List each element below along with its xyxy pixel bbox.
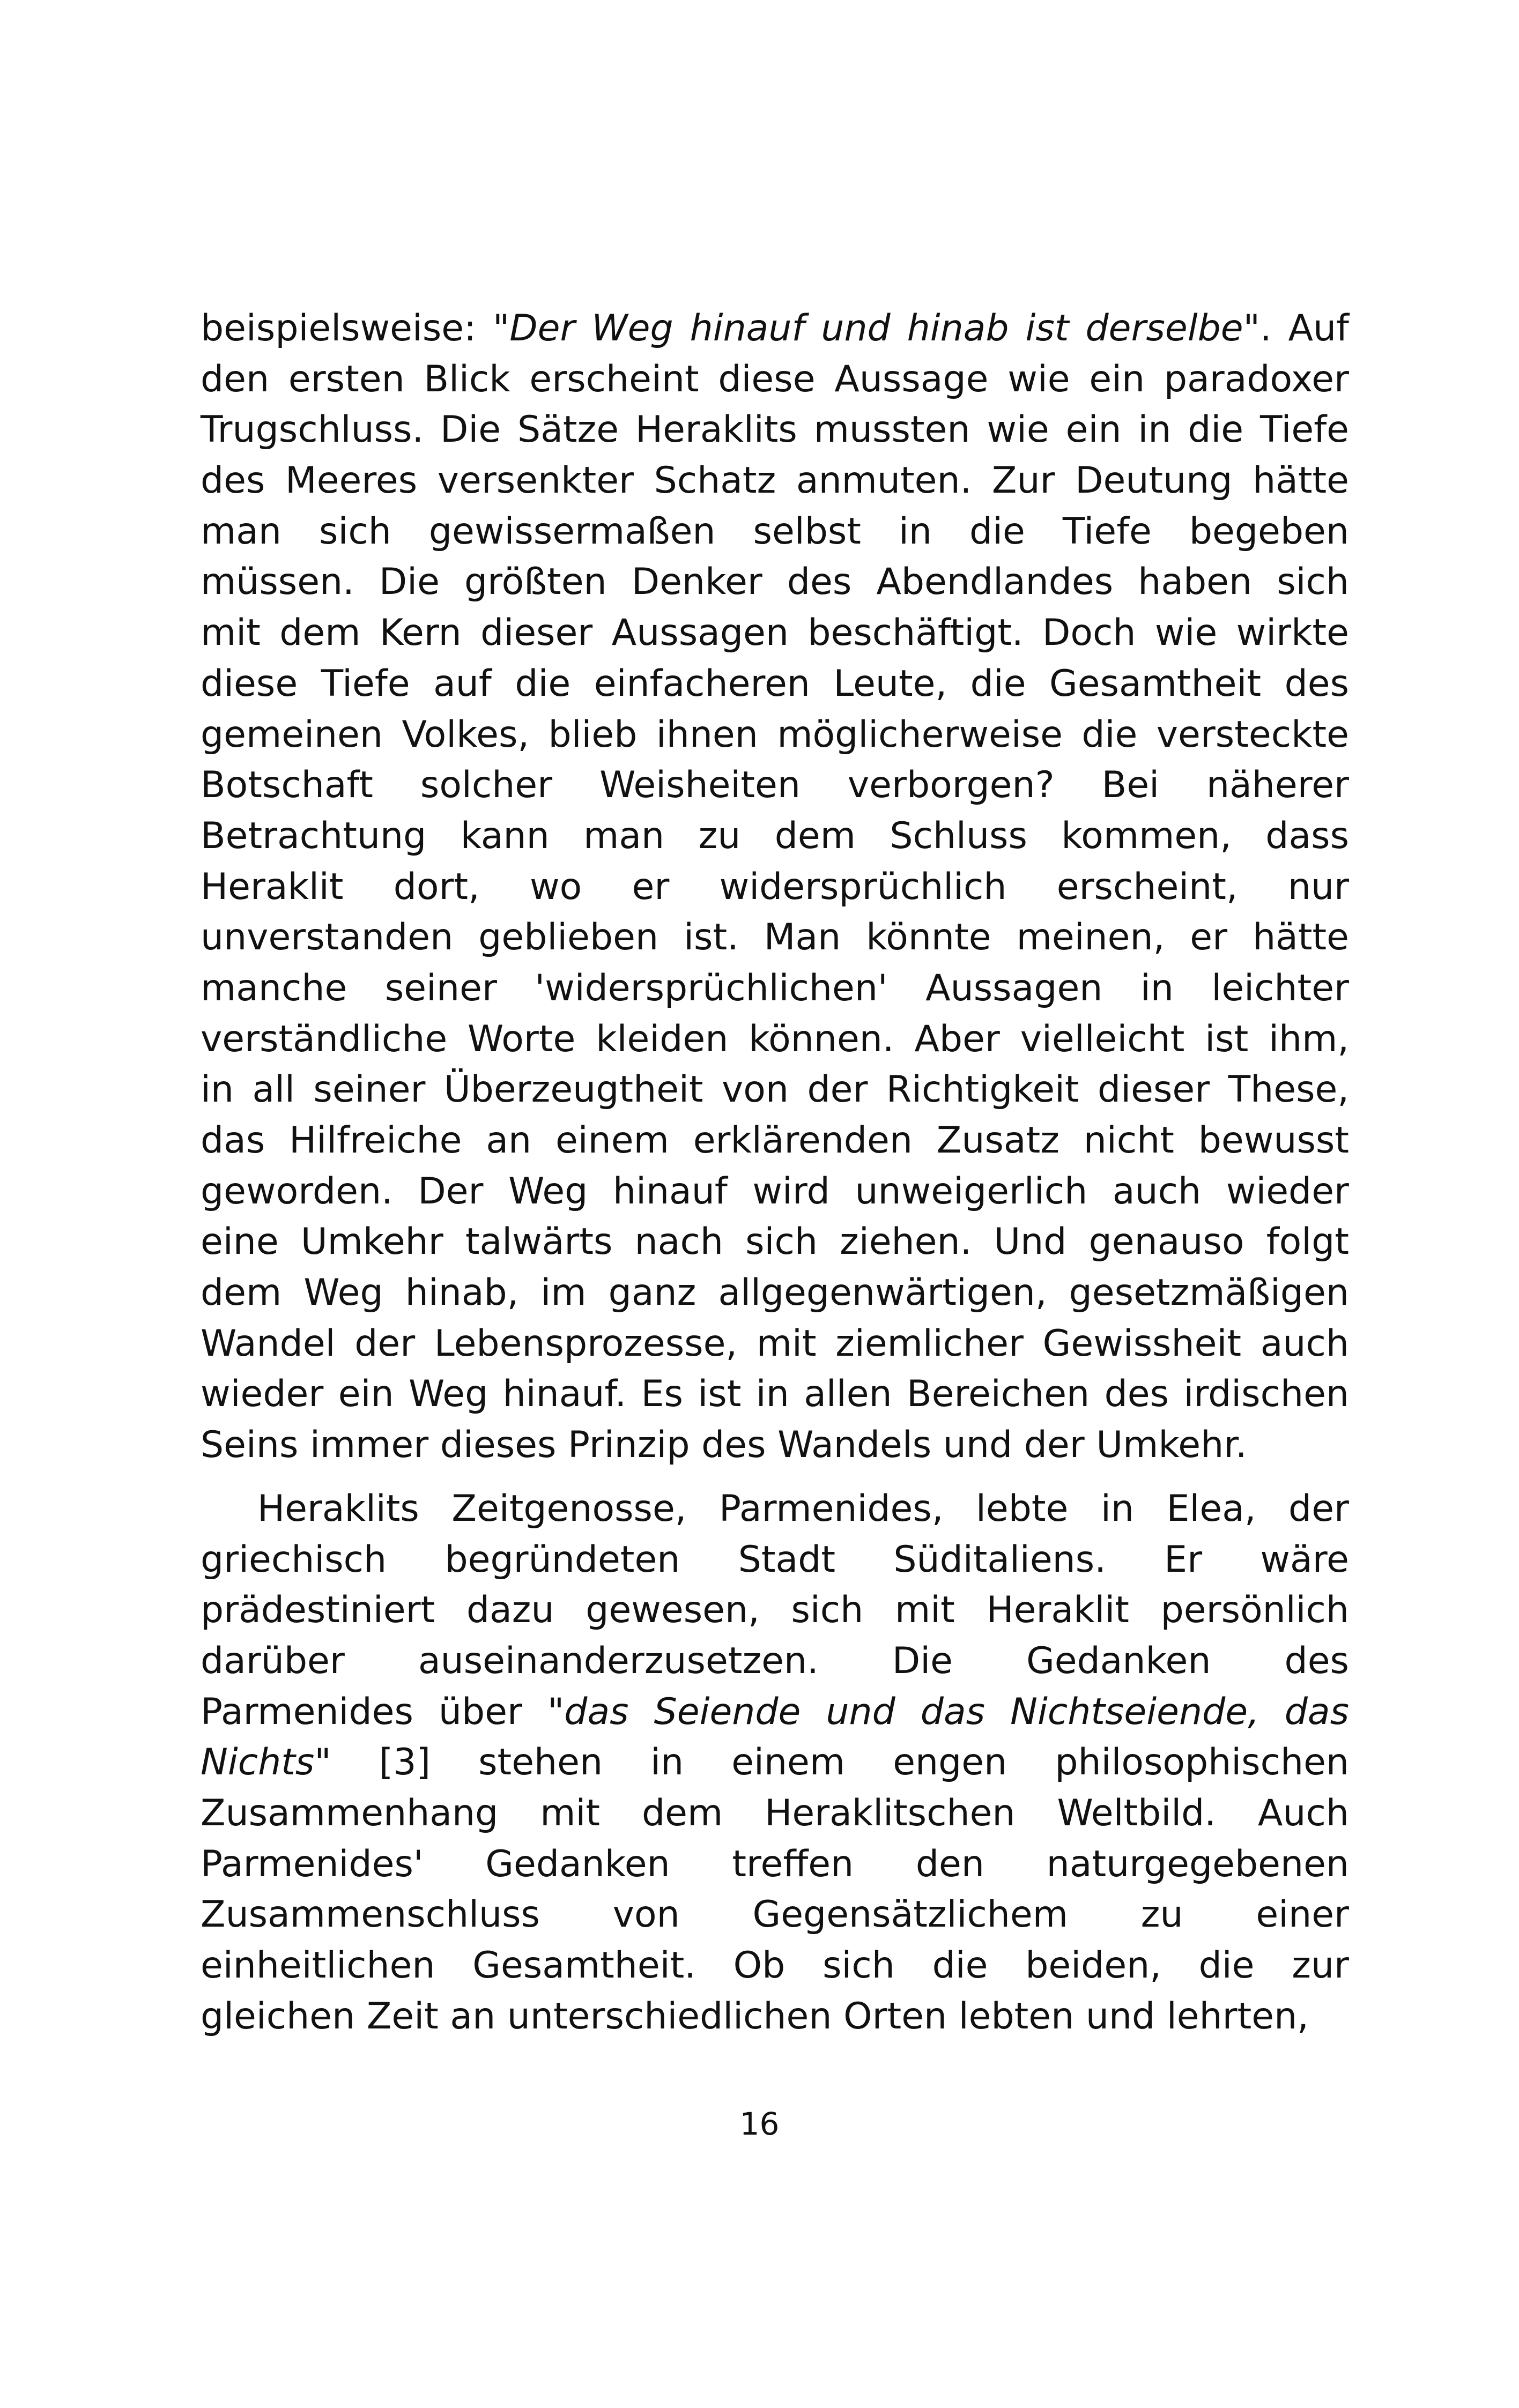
text-run: gemeinen Volkes, blieb ihnen möglicherweise die versteckte bbox=[201, 713, 1349, 756]
text-run: eine Umkehr talwärts nach sich ziehen. Und genauso folgt bbox=[201, 1221, 1349, 1264]
text-line bbox=[201, 303, 1349, 354]
text-run: den ersten Blick erscheint diese Aussage wie ein paradoxer bbox=[201, 358, 1349, 400]
text-run: darüber auseinanderzusetzen. Die Gedanken des bbox=[201, 1639, 1349, 1682]
text-line bbox=[201, 1065, 1349, 1116]
text-run: verständliche Worte kleiden können. Aber vielleicht ist ihm, bbox=[201, 1017, 1349, 1060]
text-line bbox=[201, 912, 1349, 963]
text-run: dem Weg hinab, im ganz allgegenwärtigen, gesetzmäßigen bbox=[201, 1272, 1349, 1314]
text-run: müssen. Die größten Denker des Abendlandes haben sich bbox=[201, 561, 1349, 604]
italic-quote: Nichts" bbox=[201, 1741, 331, 1784]
text-run: Trugschluss. Die Sätze Heraklits mussten wie ein in die Tiefe bbox=[201, 408, 1349, 451]
text-line bbox=[201, 1890, 1349, 1941]
text-line bbox=[201, 1319, 1349, 1370]
text-line bbox=[201, 557, 1349, 608]
text-line bbox=[201, 608, 1349, 659]
text-run: Parmenides über bbox=[201, 1690, 547, 1733]
text-line bbox=[201, 1217, 1349, 1268]
text-line bbox=[201, 811, 1349, 862]
text-line bbox=[201, 1839, 1349, 1890]
text-line bbox=[201, 507, 1349, 558]
text-run: wieder ein Weg hinauf. Es ist in allen Bereichen des irdischen bbox=[201, 1373, 1349, 1416]
text-line bbox=[201, 659, 1349, 710]
paragraph-gap bbox=[201, 1471, 1349, 1484]
text-line bbox=[201, 1687, 1349, 1738]
text-run: Heraklits Zeitgenosse, Parmenides, lebte in Elea, der bbox=[257, 1487, 1349, 1530]
text-run: prädestiniert dazu gewesen, sich mit Heraklit persönlich bbox=[201, 1589, 1349, 1632]
text-run: Zusammenhang mit dem Heraklitschen Weltbild. Auch bbox=[201, 1792, 1349, 1834]
text-line bbox=[201, 1420, 1349, 1471]
text-line bbox=[201, 710, 1349, 761]
text-run: Wandel der Lebensprozesse, mit ziemlicher Gewissheit auch bbox=[201, 1322, 1349, 1365]
text-run: mit dem Kern dieser Aussagen beschäftigt. Doch wie wirkte bbox=[201, 612, 1349, 655]
text-run: Botschaft solcher Weisheiten verborgen? Bei näherer bbox=[201, 764, 1349, 807]
text-line bbox=[201, 1014, 1349, 1065]
text-run: Betrachtung kann man zu dem Schluss kommen, dass bbox=[201, 814, 1349, 857]
text-run: Zusammenschluss von Gegensätzlichem zu einer bbox=[201, 1893, 1349, 1936]
text-line bbox=[201, 1788, 1349, 1839]
text-line bbox=[201, 1484, 1349, 1535]
text-run: unverstanden geblieben ist. Man könnte meinen, er hätte bbox=[201, 916, 1349, 959]
text-run: das Hilfreiche an einem erklärenden Zusatz nicht bewusst bbox=[201, 1119, 1349, 1162]
text-line bbox=[201, 1636, 1349, 1687]
text-line bbox=[201, 1369, 1349, 1420]
paragraph bbox=[201, 303, 1349, 1471]
text-run: in all seiner Überzeugtheit von der Richtigkeit dieser These, bbox=[201, 1068, 1349, 1111]
text-run: beispielsweise: bbox=[201, 307, 493, 350]
text-line bbox=[201, 1268, 1349, 1319]
text-run: [3] stehen in einem engen philosophischen bbox=[331, 1741, 1349, 1784]
body-text bbox=[201, 303, 1349, 2042]
text-run: Seins immer dieses Prinzip des Wandels und der Umkehr. bbox=[201, 1424, 1247, 1467]
text-run: griechisch begründeten Stadt Süditaliens. Er wäre bbox=[201, 1538, 1349, 1581]
text-line bbox=[201, 760, 1349, 811]
text-run: . Auf bbox=[1259, 307, 1349, 350]
text-line bbox=[201, 1535, 1349, 1586]
page-number: 16 bbox=[739, 2106, 780, 2142]
text-run: Heraklit dort, wo er widersprüchlich erscheint, nur bbox=[201, 865, 1349, 908]
text-line bbox=[201, 1941, 1349, 1991]
text-line bbox=[201, 1166, 1349, 1217]
text-line bbox=[201, 1116, 1349, 1166]
text-line bbox=[201, 1737, 1349, 1788]
text-run: des Meeres versenkter Schatz anmuten. Zur Deutung hätte bbox=[201, 459, 1349, 502]
text-run: geworden. Der Weg hinauf wird unweigerlich auch wieder bbox=[201, 1170, 1349, 1213]
text-line bbox=[201, 456, 1349, 507]
text-line bbox=[201, 1585, 1349, 1636]
text-run: diese Tiefe auf die einfacheren Leute, die Gesamtheit des bbox=[201, 662, 1349, 705]
text-run: gleichen Zeit an unterschiedlichen Orten lebten und lehrten, bbox=[201, 1995, 1309, 2038]
text-line bbox=[201, 862, 1349, 913]
text-run: einheitlichen Gesamtheit. Ob sich die beiden, die zur bbox=[201, 1944, 1349, 1987]
text-line bbox=[201, 1991, 1349, 2042]
text-run: man sich gewissermaßen selbst in die Tiefe begeben bbox=[201, 510, 1349, 553]
text-line bbox=[201, 963, 1349, 1014]
text-line bbox=[201, 354, 1349, 405]
italic-quote: "Der Weg hinauf und hinab ist derselbe" bbox=[493, 307, 1260, 350]
text-line bbox=[201, 405, 1349, 456]
italic-quote: "das Seiende und das Nichtseiende, das bbox=[547, 1690, 1350, 1733]
paragraph bbox=[201, 1484, 1349, 2042]
text-run: Parmenides' Gedanken treffen den naturgegebenen bbox=[201, 1842, 1349, 1885]
text-run: manche seiner 'widersprüchlichen' Aussagen in leichter bbox=[201, 967, 1349, 1009]
